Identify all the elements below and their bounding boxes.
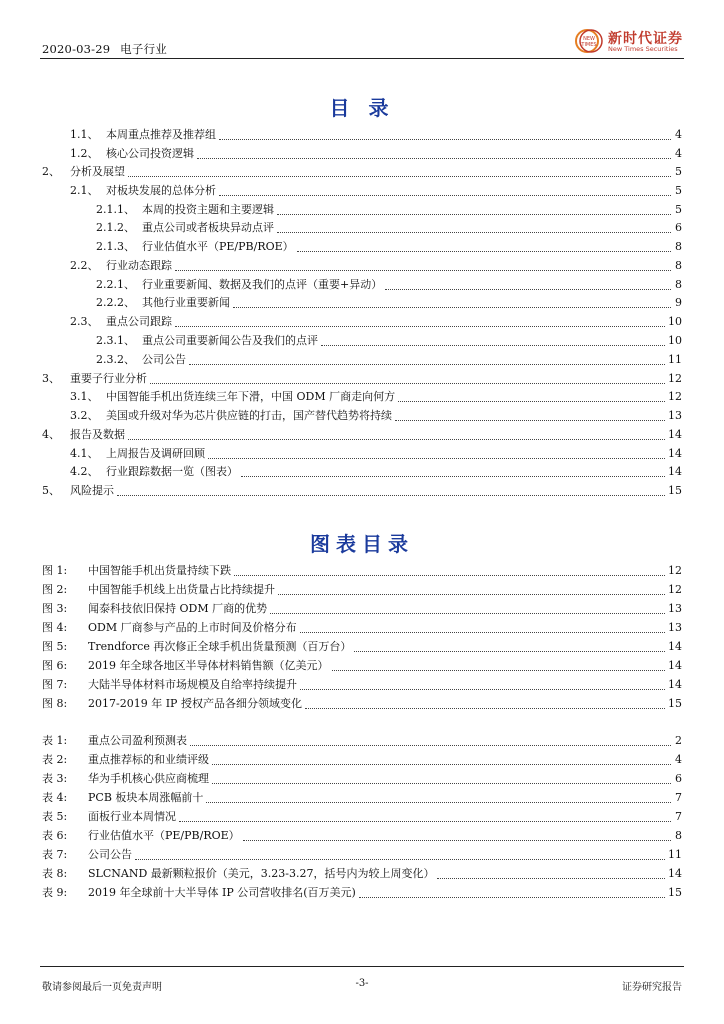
leader-dots [233, 307, 671, 308]
toc-entry-page: 12 [668, 372, 682, 385]
table-entry-number: 表 5: [42, 810, 68, 823]
toc-entry[interactable] [70, 145, 682, 163]
toc-entry-text: 行业动态跟踪 [106, 259, 172, 272]
leader-dots [212, 783, 671, 784]
toc-entry-number: 4.2、 [70, 465, 99, 478]
toc-entry-text: 其他行业重要新闻 [142, 296, 230, 309]
toc-entry-page: 8 [675, 278, 682, 291]
figure-entry-page: 14 [668, 659, 682, 672]
table-entry[interactable] [42, 751, 682, 769]
toc-entry-page: 11 [668, 353, 682, 366]
leader-dots [305, 708, 665, 709]
toc-entry-page: 5 [675, 184, 682, 197]
toc-title: 目 录 [329, 96, 395, 120]
leader-dots [277, 232, 671, 233]
leader-dots [135, 859, 665, 860]
toc-entry-number: 4、 [42, 428, 60, 441]
table-entry[interactable] [42, 789, 682, 807]
figure-entry-number: 图 5: [42, 640, 68, 653]
figure-entry-number: 图 1: [42, 564, 68, 577]
leader-dots [359, 897, 665, 898]
leader-dots [395, 420, 665, 421]
table-entry-number: 表 2: [42, 753, 68, 766]
table-entry-page: 15 [668, 886, 682, 899]
table-entry-page: 7 [675, 791, 682, 804]
table-entry-text: 行业估值水平（PE/PB/ROE） [88, 829, 240, 842]
leader-dots [189, 364, 665, 365]
toc-entry[interactable] [70, 445, 682, 463]
toc-entry[interactable] [96, 219, 682, 237]
leader-dots [179, 821, 671, 822]
table-entry-number: 表 3: [42, 772, 68, 785]
logo-emblem-icon [574, 27, 604, 55]
toc-entry-page: 6 [675, 221, 682, 234]
leader-dots [241, 476, 665, 477]
footer-page-number: -3- [355, 978, 369, 989]
toc-entry-text: 中国智能手机出货连续三年下滑，中国 ODM 厂商走向何方 [106, 390, 396, 403]
figure-entry-number: 图 6: [42, 659, 68, 672]
leader-dots [300, 689, 665, 690]
leader-dots [219, 139, 671, 140]
company-logo [574, 27, 686, 55]
table-entry[interactable] [42, 732, 682, 750]
toc-entry-page: 13 [668, 409, 682, 422]
leader-dots [234, 575, 665, 576]
toc-entry[interactable] [42, 482, 682, 500]
table-entry[interactable] [42, 846, 682, 864]
toc-entry-number: 3.1、 [70, 390, 99, 403]
toc-entry-page: 10 [668, 334, 682, 347]
toc-entry-number: 2.2.2、 [96, 296, 135, 309]
footer-disclaimer: 敬请参阅最后一页免责声明 [42, 982, 162, 993]
figure-entry-number: 图 3: [42, 602, 68, 615]
toc-entry-text: 美国或升级对华为芯片供应链的打击，国产替代趋势将持续 [106, 409, 392, 422]
table-entry[interactable] [42, 884, 682, 902]
toc-entry[interactable] [70, 182, 682, 200]
toc-entry-page: 4 [675, 147, 682, 160]
report-category: 电子行业 [120, 42, 167, 56]
toc-entry-page: 8 [675, 259, 682, 272]
svg-text:TIMES: TIMES [581, 42, 597, 48]
leader-dots [197, 158, 671, 159]
toc-entry[interactable] [42, 370, 682, 388]
leader-dots [175, 270, 671, 271]
toc-entry[interactable] [70, 126, 682, 144]
figure-entry-text: 中国智能手机出货量持续下跌 [88, 564, 231, 577]
header-rule [40, 58, 684, 59]
toc-entry-text: 核心公司投资逻辑 [106, 147, 194, 160]
leader-dots [297, 251, 671, 252]
toc-entry-text: 风险提示 [70, 484, 114, 497]
leader-dots [332, 670, 666, 671]
toc-entry-number: 5、 [42, 484, 60, 497]
footer-rule [40, 966, 684, 967]
toc-entry-page: 9 [675, 296, 682, 309]
figure-entry-number: 图 8: [42, 697, 68, 710]
table-entry-page: 11 [668, 848, 682, 861]
figure-entry[interactable] [42, 657, 682, 675]
table-entry-number: 表 9: [42, 886, 68, 899]
toc-entry-page: 8 [675, 240, 682, 253]
table-entry-page: 2 [675, 734, 682, 747]
logo-chinese-name: 新时代证券 [608, 31, 683, 47]
table-entry[interactable] [42, 808, 682, 826]
figure-entry-text: 2017-2019 年 IP 授权产品各细分领域变化 [88, 697, 302, 710]
leader-dots [190, 745, 671, 746]
toc-entry-text: 公司公告 [142, 353, 186, 366]
leader-dots [150, 383, 665, 384]
leader-dots [300, 632, 665, 633]
leader-dots [206, 802, 671, 803]
toc-entry-number: 2.1.1、 [96, 203, 135, 216]
table-entry-number: 表 7: [42, 848, 68, 861]
leader-dots [385, 289, 671, 290]
table-entry-text: 2019 年全球前十大半导体 IP 公司营收排名(百万美元) [88, 886, 356, 899]
leader-dots [219, 195, 671, 196]
toc-entry-number: 2.1.2、 [96, 221, 135, 234]
figure-entry-page: 14 [668, 640, 682, 653]
toc-entry[interactable] [70, 313, 682, 331]
figure-entry-page: 15 [668, 697, 682, 710]
leader-dots [398, 401, 665, 402]
toc-entry-text: 报告及数据 [70, 428, 125, 441]
toc-entry[interactable] [70, 407, 682, 425]
figure-entry-text: Trendforce 再次修正全球手机出货量预测（百万台） [88, 640, 352, 653]
toc-entry[interactable] [70, 257, 682, 275]
leader-dots [128, 439, 665, 440]
toc-entry[interactable] [96, 201, 682, 219]
toc-entry-text: 重点公司重要新闻公告及我们的点评 [142, 334, 318, 347]
toc-entry-text: 本周的投资主题和主要逻辑 [142, 203, 274, 216]
leader-dots [277, 214, 671, 215]
figure-entry-number: 图 7: [42, 678, 68, 691]
leader-dots [128, 176, 671, 177]
figure-entry[interactable] [42, 695, 682, 713]
figure-entry-page: 12 [668, 583, 682, 596]
toc-entry-page: 10 [668, 315, 682, 328]
table-entry-number: 表 6: [42, 829, 68, 842]
svg-text:NEW: NEW [583, 36, 595, 42]
toc-entry-page: 5 [675, 165, 682, 178]
toc-entry-number: 3.2、 [70, 409, 99, 422]
toc-entry-number: 1.1、 [70, 128, 99, 141]
leader-dots [270, 613, 665, 614]
table-entry-number: 表 1: [42, 734, 68, 747]
toc-entry[interactable] [96, 276, 682, 294]
table-entry-text: PCB 板块本周涨幅前十 [88, 791, 204, 804]
toc-entry-page: 14 [668, 447, 682, 460]
toc-entry-number: 2.1.3、 [96, 240, 135, 253]
figure-entry-page: 13 [668, 621, 682, 634]
toc-entry-page: 15 [668, 484, 682, 497]
footer-report-type: 证券研究报告 [622, 982, 682, 993]
figure-entry-page: 13 [668, 602, 682, 615]
toc-entry-text: 重点公司或者板块异动点评 [142, 221, 274, 234]
table-entry[interactable] [42, 827, 682, 845]
table-entry-page: 14 [668, 867, 682, 880]
toc-entry[interactable] [96, 351, 682, 369]
figure-entry[interactable] [42, 619, 682, 637]
figure-entry-page: 12 [668, 564, 682, 577]
table-entry-text: 重点推荐标的和业绩评级 [88, 753, 209, 766]
toc-entry-text: 行业重要新闻、数据及我们的点评（重要+异动） [142, 278, 383, 291]
report-date: 2020-03-29 [42, 42, 111, 56]
table-entry-number: 表 4: [42, 791, 68, 804]
toc-entry-text: 对板块发展的总体分析 [106, 184, 216, 197]
toc-entry[interactable] [42, 426, 682, 444]
toc-entry-text: 分析及展望 [70, 165, 125, 178]
table-entry-text: 面板行业本周情况 [88, 810, 176, 823]
figure-entry[interactable] [42, 676, 682, 694]
toc-entry-number: 2.3.1、 [96, 334, 135, 347]
figure-entry[interactable] [42, 600, 682, 618]
toc-entry-text: 上周报告及调研回顾 [106, 447, 205, 460]
toc-entry-page: 14 [668, 465, 682, 478]
toc-entry[interactable] [96, 332, 682, 350]
leader-dots [354, 651, 665, 652]
figure-entry[interactable] [42, 562, 682, 580]
toc-entry-page: 5 [675, 203, 682, 216]
toc-entry-page: 12 [668, 390, 682, 403]
leader-dots [175, 326, 665, 327]
toc-entry-number: 2.3.2、 [96, 353, 135, 366]
table-entry-page: 7 [675, 810, 682, 823]
figure-entry-text: 2019 年全球各地区半导体材料销售额（亿美元） [88, 659, 329, 672]
figure-entry-page: 14 [668, 678, 682, 691]
toc-entry-number: 2.1、 [70, 184, 99, 197]
toc-entry[interactable] [96, 238, 682, 256]
toc-entry-page: 4 [675, 128, 682, 141]
table-entry-text: 重点公司盈利预测表 [88, 734, 187, 747]
table-entry-page: 4 [675, 753, 682, 766]
toc-entry-text: 重点公司跟踪 [106, 315, 172, 328]
figure-entry-text: 中国智能手机线上出货量占比持续提升 [88, 583, 275, 596]
figure-entry[interactable] [42, 581, 682, 599]
report-header [42, 41, 167, 57]
toc-entry[interactable] [70, 463, 682, 481]
toc-entry-number: 2.2.1、 [96, 278, 135, 291]
table-entry-number: 表 8: [42, 867, 68, 880]
toc-entry[interactable] [42, 163, 682, 181]
toc-entry-text: 行业估值水平（PE/PB/ROE） [142, 240, 294, 253]
leader-dots [208, 458, 665, 459]
table-entry-text: SLCNAND 最新颗粒报价（美元，3.23-3.27，括号内为较上周变化） [88, 867, 435, 880]
table-entry-page: 8 [675, 829, 682, 842]
toc-entry[interactable] [96, 294, 682, 312]
toc-entry-number: 2.2、 [70, 259, 99, 272]
toc-entry-number: 2、 [42, 165, 60, 178]
logo-english-name: New Times Securities [608, 45, 678, 53]
table-entry-text: 公司公告 [88, 848, 132, 861]
toc-entry-number: 4.1、 [70, 447, 99, 460]
leader-dots [243, 840, 671, 841]
toc-entry-number: 2.3、 [70, 315, 99, 328]
toc-entry-text: 重要子行业分析 [70, 372, 147, 385]
leader-dots [321, 345, 665, 346]
toc-entry-page: 14 [668, 428, 682, 441]
toc-entry-text: 本周重点推荐及推荐组 [106, 128, 216, 141]
leader-dots [437, 878, 665, 879]
table-entry-text: 华为手机核心供应商梳理 [88, 772, 209, 785]
table-entry[interactable] [42, 865, 682, 883]
figures-title: 图表目录 [310, 532, 414, 556]
table-entry-page: 6 [675, 772, 682, 785]
toc-entry-text: 行业跟踪数据一览（图表） [106, 465, 238, 478]
figure-entry-text: 大陆半导体材料市场规模及自给率持续提升 [88, 678, 297, 691]
figure-entry-text: ODM 厂商参与产品的上市时间及价格分布 [88, 621, 297, 634]
figure-entry-text: 闻泰科技依旧保持 ODM 厂商的优势 [88, 602, 268, 615]
toc-entry-number: 3、 [42, 372, 60, 385]
leader-dots [278, 594, 665, 595]
figure-entry[interactable] [42, 638, 682, 656]
table-entry[interactable] [42, 770, 682, 788]
leader-dots [117, 495, 665, 496]
figure-entry-number: 图 2: [42, 583, 68, 596]
toc-entry[interactable] [70, 388, 682, 406]
leader-dots [212, 764, 671, 765]
figure-entry-number: 图 4: [42, 621, 68, 634]
toc-entry-number: 1.2、 [70, 147, 99, 160]
